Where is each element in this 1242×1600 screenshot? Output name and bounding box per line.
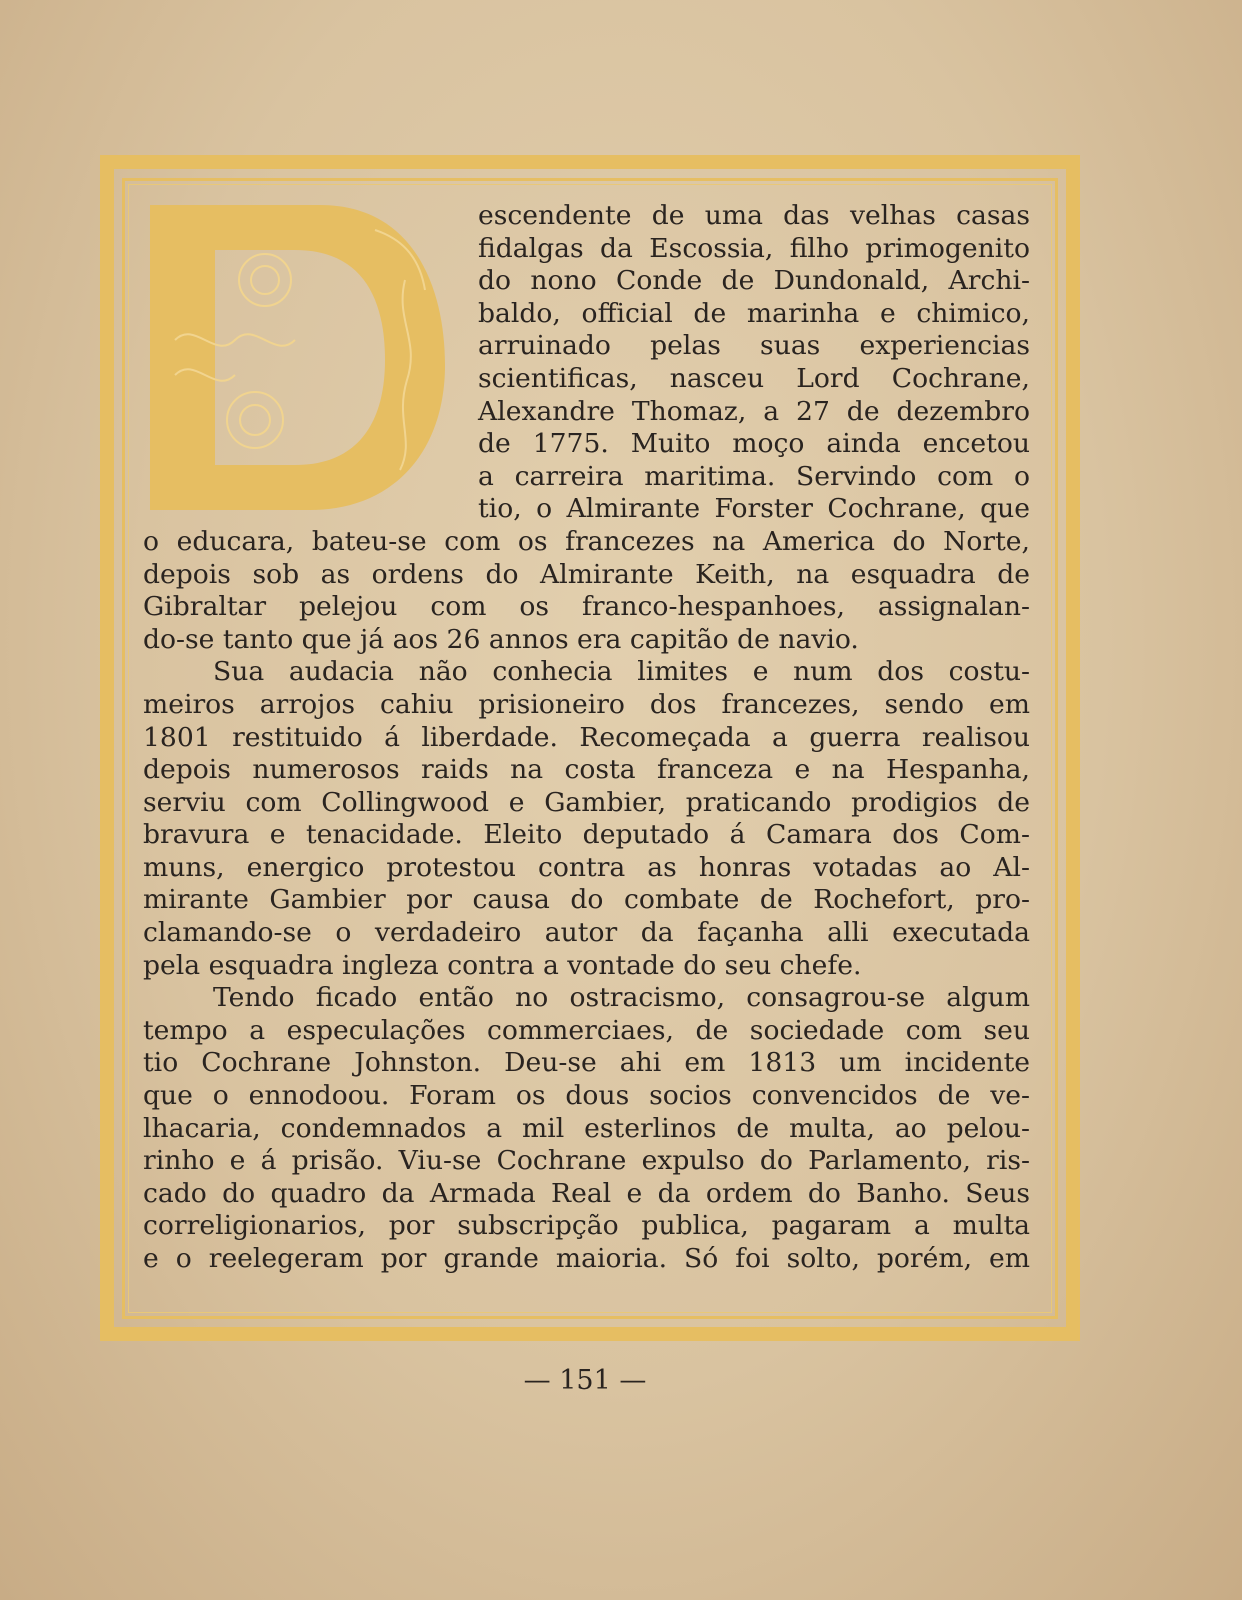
text-line: serviu com Collingwood e Gambier, praticando prodigios de [143, 786, 1030, 818]
text-line: meiros arrojos cahiu prisioneiro dos francezes, sendo em [143, 688, 1030, 720]
text-line: pela esquadra ingleza contra a vontade do seu chefe. [143, 949, 862, 981]
text-line: e o reelegeram por grande maioria. Só foi solto, porém, em [143, 1243, 1030, 1274]
text-line: depois numerosos raids na costa franceza e na Hespanha, [143, 754, 1030, 786]
text-line: muns, energico protestou contra as honras votadas ao Al- [143, 851, 1030, 883]
body-text [143, 200, 1030, 1276]
text-line: Gibraltar pelejou com os franco-hespanhoes, assignalan- [143, 591, 1030, 623]
text-line: scientificas, nasceu Lord Cochrane, [478, 362, 1030, 394]
text-line: lhacaria, condemnados a mil esterlinos de multa, ao pelou- [143, 1112, 1030, 1144]
text-line: correligionarios, por subscripção publica, pagaram a multa [143, 1210, 1030, 1242]
text-line: clamando-se o verdadeiro autor da façanha alli executada [143, 917, 1030, 949]
text-line: Sua audacia não conhecia limites e num dos costu- [213, 656, 1030, 688]
text-line: rinho e á prisão. Viu-se Cochrane expulso do Parlamento, ris- [143, 1145, 1030, 1177]
text-line: mirante Gambier por causa do combate de Rochefort, pro- [143, 884, 1030, 916]
text-line: cado do quadro da Armada Real e da ordem do Banho. Seus [143, 1177, 1030, 1209]
text-line: do nono Conde de Dundonald, Archi- [478, 265, 1030, 297]
text-line: escendente de uma das velhas casas [478, 200, 1030, 231]
text-line: arruinado pelas suas experiencias [478, 330, 1030, 362]
text-line: fidalgas da Escossia, filho primogenito [478, 232, 1030, 264]
text-line: Alexandre Thomaz, a 27 de dezembro [478, 395, 1030, 427]
text-line: de 1775. Muito moço ainda encetou [478, 428, 1030, 460]
text-line: bravura e tenacidade. Eleito deputado á Camara dos Com- [143, 819, 1030, 851]
text-line: tio, o Almirante Forster Cochrane, que [478, 493, 1030, 525]
text-line: do-se tanto que já aos 26 annos era capitão de navio. [143, 623, 859, 655]
text-line: que o ennodoou. Foram os dous socios convencidos de ve- [143, 1080, 1030, 1112]
text-line: Tendo ficado então no ostracismo, consagrou-se algum [213, 982, 1030, 1014]
page-number: — 151 — [523, 1365, 647, 1396]
text-line: depois sob as ordens do Almirante Keith, na esquadra de [143, 558, 1030, 590]
text-line: tio Cochrane Johnston. Deu-se ahi em 1813 um incidente [143, 1047, 1030, 1079]
text-line: 1801 restituido á liberdade. Recomeçada a guerra realisou [143, 721, 1030, 753]
text-line: baldo, official de marinha e chimico, [478, 297, 1030, 329]
text-line: a carreira maritima. Servindo com o [478, 460, 1030, 492]
text-line: o educara, bateu-se com os francezes na America do Norte, [143, 525, 1030, 557]
text-line: tempo a especulações commerciaes, de sociedade com seu [143, 1014, 1030, 1046]
